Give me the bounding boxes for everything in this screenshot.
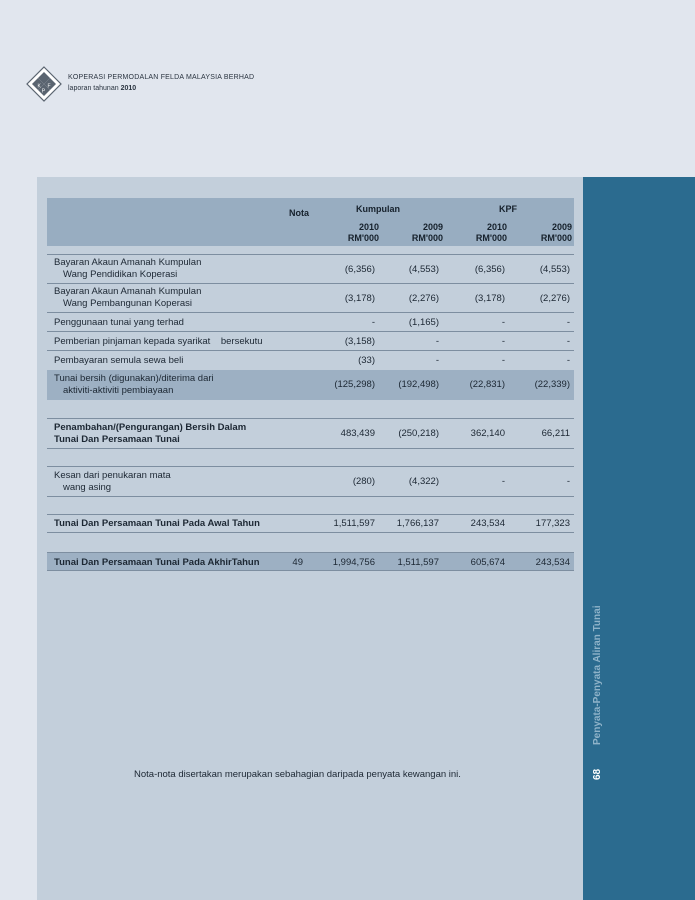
footnote: Nota-nota disertakan merupakan sebahagian daripada penyata kewangan ini. [134, 769, 461, 780]
value-cell: (22,831) [469, 379, 505, 390]
value-cell: - [566, 317, 570, 328]
row-label: Tunai Dan Persamaan Tunai Pada AkhirTahun [54, 557, 260, 568]
value-cell: (125,298) [334, 379, 375, 390]
svg-text:F: F [47, 83, 51, 90]
row-divider [47, 496, 574, 497]
value-cell: 1,511,597 [333, 518, 375, 529]
value-cell: (4,322) [408, 476, 439, 487]
col-unit: RM'000 [411, 233, 443, 243]
value-cell: (3,178) [344, 293, 375, 304]
col-year: 2009 [551, 222, 572, 232]
table-header [47, 198, 574, 246]
value-cell: (2,276) [408, 293, 439, 304]
row-divider [47, 570, 574, 571]
row-label: Bayaran Akaun Amanah Kumpulan Wang Pembangunan Koperasi [54, 286, 202, 309]
row-divider [47, 254, 574, 255]
col-year: 2010 [358, 222, 379, 232]
row-divider [47, 418, 574, 419]
value-cell: - [371, 317, 375, 328]
value-cell: (192,498) [398, 379, 439, 390]
value-cell: 1,766,137 [396, 518, 439, 529]
value-cell: (2,276) [539, 293, 570, 304]
value-cell: (3,178) [474, 293, 505, 304]
value-cell: 66,211 [541, 428, 570, 439]
col-unit: RM'000 [347, 233, 379, 243]
value-cell: 483,439 [340, 428, 375, 439]
report-title [68, 85, 136, 92]
organization-name: KOPERASI PERMODALAN FELDA MALAYSIA BERHAD [68, 74, 255, 81]
value-cell: (6,356) [344, 264, 375, 275]
row-label: Pembayaran semula sewa beli [54, 355, 184, 366]
value-cell: - [501, 355, 505, 366]
section-title: Penyata-Penyata Aliran Tunai [592, 605, 603, 745]
value-cell: - [501, 336, 505, 347]
value-cell: - [566, 336, 570, 347]
value-cell: - [435, 355, 439, 366]
row-divider [47, 331, 574, 332]
page-number: 68 [592, 768, 603, 780]
value-cell: (250,218) [398, 428, 439, 439]
row-label: Penambahan/(Pengurangan) Bersih Dalam Tunai Dan Persamaan Tunai [54, 422, 247, 445]
value-cell: 177,323 [535, 518, 570, 529]
value-cell: - [501, 476, 505, 487]
row-divider [47, 532, 574, 533]
row-label: Tunai bersih (digunakan)/diterima dari aktiviti-aktiviti pembiayaan [54, 373, 214, 396]
row-label: Penggunaan tunai yang terhad [54, 317, 184, 328]
row-divider [47, 448, 574, 449]
nota-header: Nota [289, 208, 309, 218]
nota-cell: 49 [292, 557, 303, 568]
group-kpf: KPF [499, 204, 517, 214]
report-year: 2010 [120, 85, 137, 92]
row-label: Tunai Dan Persamaan Tunai Pada Awal Tahun [54, 518, 260, 529]
value-cell: - [566, 476, 570, 487]
value-cell: (6,356) [474, 264, 505, 275]
value-cell: - [566, 355, 570, 366]
value-cell: (3,158) [344, 336, 375, 347]
svg-text:K: K [37, 83, 41, 90]
col-unit: RM'000 [475, 233, 507, 243]
value-cell: 1,511,597 [397, 557, 439, 568]
value-cell: - [435, 336, 439, 347]
col-year: 2009 [422, 222, 443, 232]
value-cell: - [501, 317, 505, 328]
section-sidebar [583, 177, 695, 900]
col-unit: RM'000 [540, 233, 572, 243]
value-cell: 605,674 [470, 557, 505, 568]
row-divider [47, 466, 574, 467]
value-cell: 243,534 [470, 518, 505, 529]
value-cell: (4,553) [408, 264, 439, 275]
row-label: Kesan dari penukaran mata wang asing [54, 470, 171, 493]
value-cell: (280) [352, 476, 375, 487]
value-cell: (22,339) [534, 379, 570, 390]
row-label: Pemberian pinjaman kepada syarikat bersekutu [54, 336, 263, 347]
value-cell: 1,994,756 [332, 557, 375, 568]
col-year: 2010 [486, 222, 507, 232]
row-divider [47, 514, 574, 515]
group-kumpulan: Kumpulan [356, 204, 400, 214]
row-divider [47, 552, 574, 553]
value-cell: 362,140 [470, 428, 505, 439]
value-cell: (1,165) [408, 317, 439, 328]
kpf-logo-icon [26, 66, 62, 102]
value-cell: 243,534 [535, 557, 570, 568]
row-divider [47, 283, 574, 284]
row-label: Bayaran Akaun Amanah Kumpulan Wang Pendidikan Koperasi [54, 257, 202, 280]
row-divider [47, 312, 574, 313]
row-divider [47, 350, 574, 351]
report-prefix: laporan tahunan [68, 85, 119, 92]
svg-text:P: P [41, 88, 46, 95]
value-cell: (33) [358, 355, 375, 366]
value-cell: (4,553) [539, 264, 570, 275]
